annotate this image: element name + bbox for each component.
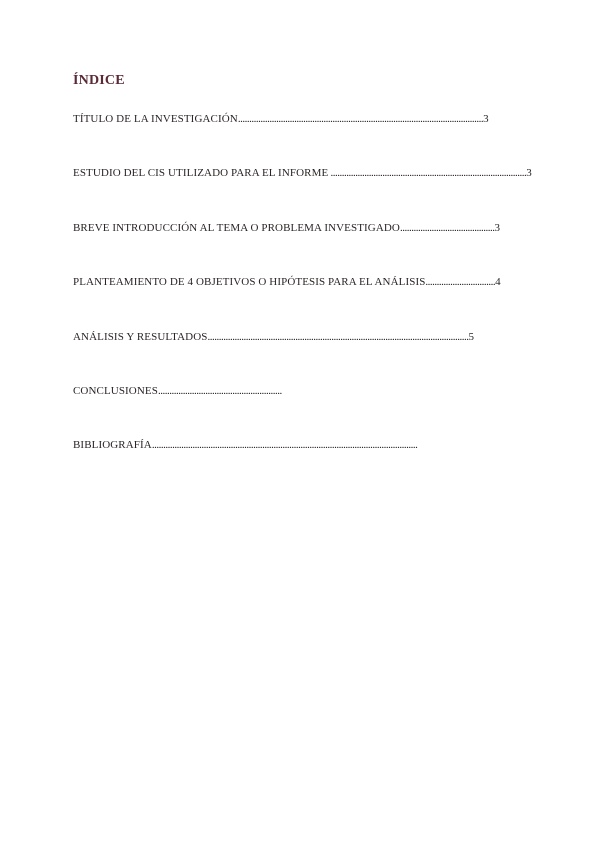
toc-leader-dots: .................................................................................................................... [207,331,469,343]
toc-entry-title: CONCLUSIONES [73,385,158,397]
toc-leader-dots: .......................................... [399,222,495,234]
toc-leader-dots: ...................................................................................................................... [151,439,418,451]
toc-page-number: 3 [494,222,500,234]
toc-leader-dots: ............................................................................................................. [237,113,484,125]
toc-page-number: 5 [468,331,474,343]
toc-entry-title: TÍTULO DE LA INVESTIGACIÓN [73,113,238,125]
toc-entry-title: ANÁLISIS Y RESULTADOS [73,331,208,343]
toc-entry-title: BIBLIOGRAFÍA [73,439,152,451]
toc-page-number: 3 [526,167,532,179]
toc-entry-titulo[interactable] [73,113,489,125]
toc-entry-bibliografia[interactable] [73,439,417,451]
toc-leader-dots: ....................................................................................... [328,167,527,179]
toc-page-number: 3 [483,113,489,125]
toc-entry-objetivos[interactable] [73,276,501,288]
toc-entry-title: PLANTEAMIENTO DE 4 OBJETIVOS O HIPÓTESIS PARA EL ANÁLISIS [73,276,426,288]
toc-entry-title: BREVE INTRODUCCIÓN AL TEMA O PROBLEMA INVESTIGADO [73,222,400,234]
toc-leader-dots: ....................................................... [157,385,282,397]
toc-entry-title: ESTUDIO DEL CIS UTILIZADO PARA EL INFORME [73,167,329,179]
toc-entry-analisis[interactable] [73,331,474,343]
index-heading: ÍNDICE [73,73,125,88]
toc-entry-estudio-cis[interactable] [73,167,532,179]
toc-page-number: 4 [495,276,501,288]
toc-leader-dots: ............................... [425,276,496,288]
toc-entry-introduccion[interactable] [73,222,500,234]
toc-entry-conclusiones[interactable] [73,385,282,397]
